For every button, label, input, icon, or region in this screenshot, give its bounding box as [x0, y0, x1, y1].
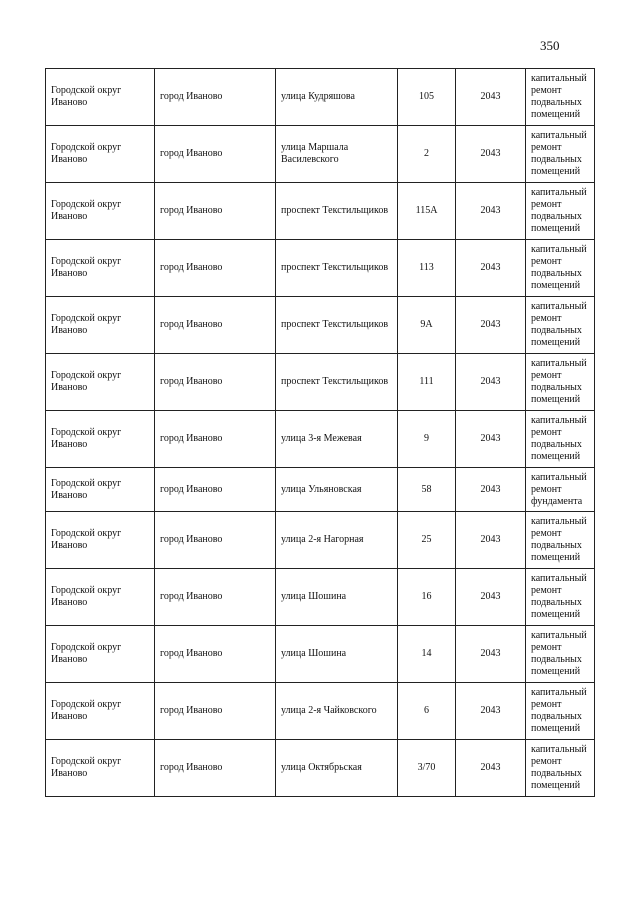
city-cell: город Иваново: [155, 626, 276, 683]
city-cell: город Иваново: [155, 240, 276, 297]
municipality-cell: Городской округ Иваново: [46, 683, 155, 740]
municipality-cell: Городской округ Иваново: [46, 69, 155, 126]
municipality-cell: Городской округ Иваново: [46, 240, 155, 297]
municipality-cell: Городской округ Иваново: [46, 354, 155, 411]
work-type-cell: капитальный ремонт подвальных помещений: [526, 626, 595, 683]
city-cell: город Иваново: [155, 683, 276, 740]
house-number-cell: 16: [398, 569, 456, 626]
year-cell: 2043: [456, 69, 526, 126]
table-row: [46, 183, 595, 240]
table-row: [46, 240, 595, 297]
work-type-cell: капитальный ремонт подвальных помещений: [526, 126, 595, 183]
table-row: [46, 126, 595, 183]
municipality-cell: Городской округ Иваново: [46, 126, 155, 183]
work-type-cell: капитальный ремонт фундамента: [526, 468, 595, 512]
house-number-cell: 25: [398, 512, 456, 569]
year-cell: 2043: [456, 740, 526, 797]
work-type-cell: капитальный ремонт подвальных помещений: [526, 69, 595, 126]
street-cell: проспект Текстильщиков: [276, 354, 398, 411]
year-cell: 2043: [456, 626, 526, 683]
city-cell: город Иваново: [155, 512, 276, 569]
city-cell: город Иваново: [155, 354, 276, 411]
city-cell: город Иваново: [155, 411, 276, 468]
house-number-cell: 6: [398, 683, 456, 740]
year-cell: 2043: [456, 411, 526, 468]
year-cell: 2043: [456, 512, 526, 569]
repair-schedule-table: [45, 68, 595, 797]
municipality-cell: Городской округ Иваново: [46, 626, 155, 683]
municipality-cell: Городской округ Иваново: [46, 468, 155, 512]
work-type-cell: капитальный ремонт подвальных помещений: [526, 740, 595, 797]
municipality-cell: Городской округ Иваново: [46, 740, 155, 797]
street-cell: улица Шошина: [276, 626, 398, 683]
table-row: [46, 569, 595, 626]
year-cell: 2043: [456, 126, 526, 183]
street-cell: улица Кудряшова: [276, 69, 398, 126]
table-row: [46, 411, 595, 468]
year-cell: 2043: [456, 297, 526, 354]
table-row: [46, 468, 595, 512]
house-number-cell: 115А: [398, 183, 456, 240]
city-cell: город Иваново: [155, 569, 276, 626]
work-type-cell: капитальный ремонт подвальных помещений: [526, 411, 595, 468]
work-type-cell: капитальный ремонт подвальных помещений: [526, 569, 595, 626]
year-cell: 2043: [456, 354, 526, 411]
house-number-cell: 105: [398, 69, 456, 126]
city-cell: город Иваново: [155, 183, 276, 240]
work-type-cell: капитальный ремонт подвальных помещений: [526, 354, 595, 411]
house-number-cell: 9: [398, 411, 456, 468]
city-cell: город Иваново: [155, 69, 276, 126]
work-type-cell: капитальный ремонт подвальных помещений: [526, 240, 595, 297]
house-number-cell: 14: [398, 626, 456, 683]
street-cell: улица Ульяновская: [276, 468, 398, 512]
street-cell: улица 2-я Чайковского: [276, 683, 398, 740]
house-number-cell: 58: [398, 468, 456, 512]
city-cell: город Иваново: [155, 126, 276, 183]
street-cell: улица Шошина: [276, 569, 398, 626]
work-type-cell: капитальный ремонт подвальных помещений: [526, 297, 595, 354]
year-cell: 2043: [456, 183, 526, 240]
street-cell: улица 2-я Нагорная: [276, 512, 398, 569]
house-number-cell: 3/70: [398, 740, 456, 797]
table-body: [46, 69, 595, 797]
city-cell: город Иваново: [155, 468, 276, 512]
city-cell: город Иваново: [155, 740, 276, 797]
year-cell: 2043: [456, 240, 526, 297]
municipality-cell: Городской округ Иваново: [46, 512, 155, 569]
year-cell: 2043: [456, 569, 526, 626]
municipality-cell: Городской округ Иваново: [46, 183, 155, 240]
street-cell: проспект Текстильщиков: [276, 297, 398, 354]
year-cell: 2043: [456, 683, 526, 740]
street-cell: улица 3-я Межевая: [276, 411, 398, 468]
municipality-cell: Городской округ Иваново: [46, 569, 155, 626]
table-row: [46, 297, 595, 354]
street-cell: проспект Текстильщиков: [276, 183, 398, 240]
work-type-cell: капитальный ремонт подвальных помещений: [526, 683, 595, 740]
house-number-cell: 2: [398, 126, 456, 183]
street-cell: улица Октябрьская: [276, 740, 398, 797]
work-type-cell: капитальный ремонт подвальных помещений: [526, 183, 595, 240]
street-cell: улица Маршала Василевского: [276, 126, 398, 183]
house-number-cell: 9А: [398, 297, 456, 354]
page-number: 350: [540, 38, 560, 53]
house-number-cell: 113: [398, 240, 456, 297]
work-type-cell: капитальный ремонт подвальных помещений: [526, 512, 595, 569]
municipality-cell: Городской округ Иваново: [46, 297, 155, 354]
city-cell: город Иваново: [155, 297, 276, 354]
table-row: [46, 626, 595, 683]
table-row: [46, 69, 595, 126]
table-row: [46, 740, 595, 797]
house-number-cell: 111: [398, 354, 456, 411]
table-row: [46, 512, 595, 569]
table-row: [46, 683, 595, 740]
year-cell: 2043: [456, 468, 526, 512]
street-cell: проспект Текстильщиков: [276, 240, 398, 297]
table-row: [46, 354, 595, 411]
municipality-cell: Городской округ Иваново: [46, 411, 155, 468]
